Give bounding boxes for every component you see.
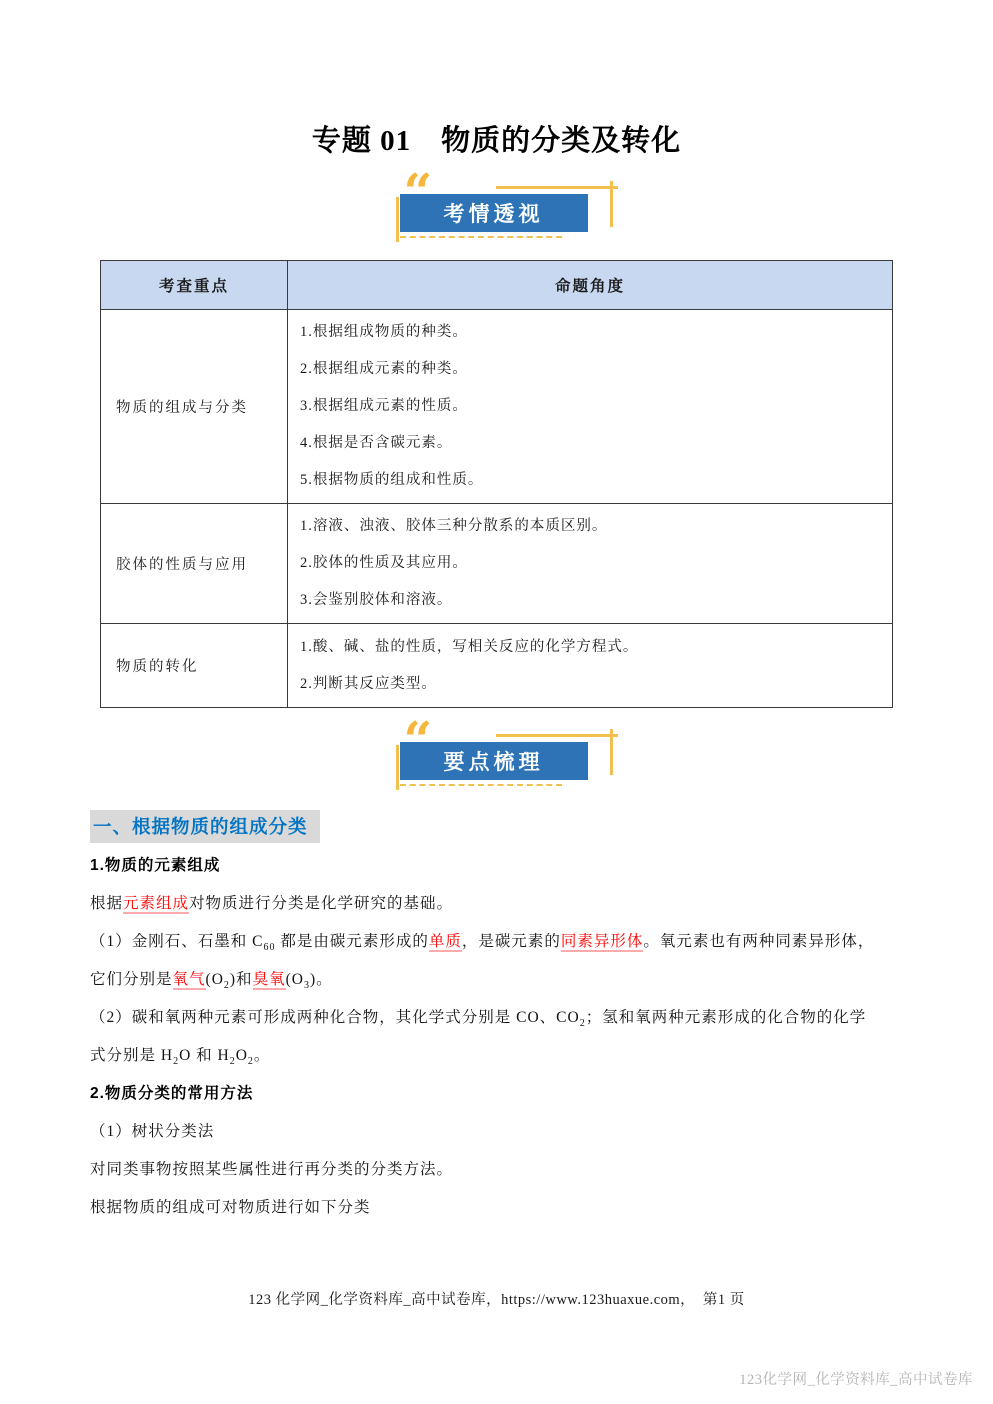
banner-top-line bbox=[496, 734, 618, 737]
angle-item: 2.判断其反应类型。 bbox=[300, 675, 437, 692]
chem-subscript: 2 bbox=[229, 1056, 236, 1068]
text-run: 。 bbox=[253, 1047, 271, 1064]
table-row bbox=[101, 310, 893, 504]
angle-item: 2.胶体的性质及其应用。 bbox=[300, 555, 468, 571]
paragraph bbox=[90, 999, 916, 1037]
angle-list bbox=[288, 624, 893, 708]
page-footer: 123 化学网_化学资料库_高中试卷库，https://www.123huaxue.com， 第1 页 bbox=[248, 1292, 745, 1308]
topic-cell: 胶体的性质与应用 bbox=[101, 504, 288, 624]
topic-cell: 物质的转化 bbox=[101, 624, 288, 708]
text-run: )和 bbox=[229, 971, 253, 988]
angle-list bbox=[288, 310, 893, 504]
angle-item: 4.根据是否含碳元素。 bbox=[300, 435, 453, 451]
banner-left-line bbox=[396, 197, 399, 242]
keyword-red: 单质 bbox=[428, 933, 462, 950]
text-run: O bbox=[235, 1047, 248, 1064]
text-run: ；氢和氧两种元素形成的化合物的化学 bbox=[585, 1009, 867, 1026]
key-points-banner bbox=[374, 710, 620, 796]
chem-subscript: 2 bbox=[223, 980, 230, 992]
study-content bbox=[90, 810, 916, 1227]
paragraph bbox=[90, 961, 916, 999]
table-row bbox=[101, 504, 893, 624]
banner-top-line bbox=[496, 186, 618, 189]
section-heading: 一、根据物质的组成分类 bbox=[90, 810, 320, 843]
keyword-red: 同素异形体 bbox=[560, 933, 644, 950]
chem-subscript: 2 bbox=[173, 1056, 180, 1068]
paragraph bbox=[90, 923, 916, 961]
paragraph: 对同类事物按照某些属性进行再分类的分类方法。 bbox=[90, 1161, 454, 1178]
keyword-red: 元素组成 bbox=[123, 895, 190, 912]
paragraph bbox=[90, 1037, 916, 1075]
paragraph: （1）树状分类法 bbox=[90, 1123, 215, 1140]
banner-dash-line bbox=[400, 784, 562, 786]
text-run: O 和 H bbox=[179, 1047, 230, 1064]
table-header-row bbox=[101, 261, 893, 310]
banner-dash-line bbox=[400, 236, 562, 238]
quote-icon: “ bbox=[403, 710, 433, 769]
keyword-red: 氧气 bbox=[172, 971, 206, 988]
paragraph: 根据物质的组成可对物质进行如下分类 bbox=[90, 1199, 371, 1216]
text-run: 它们分别是 bbox=[90, 971, 173, 988]
angle-item: 1.溶液、浊液、胶体三种分散系的本质区别。 bbox=[300, 518, 608, 534]
banner-title: 要点梳理 bbox=[443, 751, 544, 774]
text-run: （1）金刚石、石墨和 C bbox=[90, 933, 264, 950]
angle-item: 1.酸、碱、盐的性质，写相关反应的化学方程式。 bbox=[300, 638, 639, 655]
text-run: 式分别是 H bbox=[90, 1047, 174, 1064]
exam-focus-table bbox=[100, 260, 893, 708]
chem-subscript: 2 bbox=[579, 1018, 586, 1030]
subsection-heading: 1.物质的元素组成 bbox=[90, 857, 221, 874]
angle-item: 1.根据组成物质的种类。 bbox=[300, 324, 468, 340]
angle-list bbox=[288, 504, 893, 624]
page-title: 专题 01 物质的分类及转化 bbox=[311, 125, 682, 157]
subsection-heading: 2.物质分类的常用方法 bbox=[90, 1085, 254, 1102]
banner-title: 考情透视 bbox=[443, 203, 544, 226]
text-run: （2）碳和氧两种元素可形成两种化合物，其化学式分别是 CO、CO bbox=[90, 1009, 580, 1026]
angle-item: 3.根据组成元素的性质。 bbox=[300, 398, 468, 414]
banner-right-line bbox=[610, 181, 613, 227]
text-run: (O bbox=[205, 971, 224, 988]
text-run: (O bbox=[285, 971, 304, 988]
chem-subscript: 2 bbox=[247, 1056, 254, 1068]
table-row bbox=[101, 624, 893, 708]
angle-item: 5.根据物质的组成和性质。 bbox=[300, 472, 484, 488]
text-run: 根据 bbox=[90, 895, 124, 912]
text-run: 。氧元素也有两种同素异形体， bbox=[643, 933, 875, 950]
exam-insight-banner bbox=[374, 162, 620, 248]
paragraph bbox=[90, 885, 916, 923]
watermark: 123化学网_化学资料库_高中试卷库 bbox=[739, 1372, 973, 1388]
text-run: 都是由碳元素形成的 bbox=[275, 933, 429, 950]
col-header-focus: 考查重点 bbox=[101, 261, 288, 310]
topic-cell: 物质的组成与分类 bbox=[101, 310, 288, 504]
banner-left-line bbox=[396, 745, 399, 790]
chem-subscript: 3 bbox=[303, 980, 310, 992]
banner-right-line bbox=[610, 729, 613, 775]
chem-subscript: 60 bbox=[263, 942, 276, 954]
text-run: ，是碳元素的 bbox=[461, 933, 561, 950]
text-run: )。 bbox=[309, 971, 333, 988]
quote-icon: “ bbox=[403, 162, 433, 221]
angle-item: 2.根据组成元素的种类。 bbox=[300, 361, 468, 377]
col-header-angle: 命题角度 bbox=[288, 261, 893, 310]
angle-item: 3.会鉴别胶体和溶液。 bbox=[300, 592, 453, 608]
keyword-red: 臭氧 bbox=[252, 971, 286, 988]
text-run: 对物质进行分类是化学研究的基础。 bbox=[189, 895, 454, 912]
